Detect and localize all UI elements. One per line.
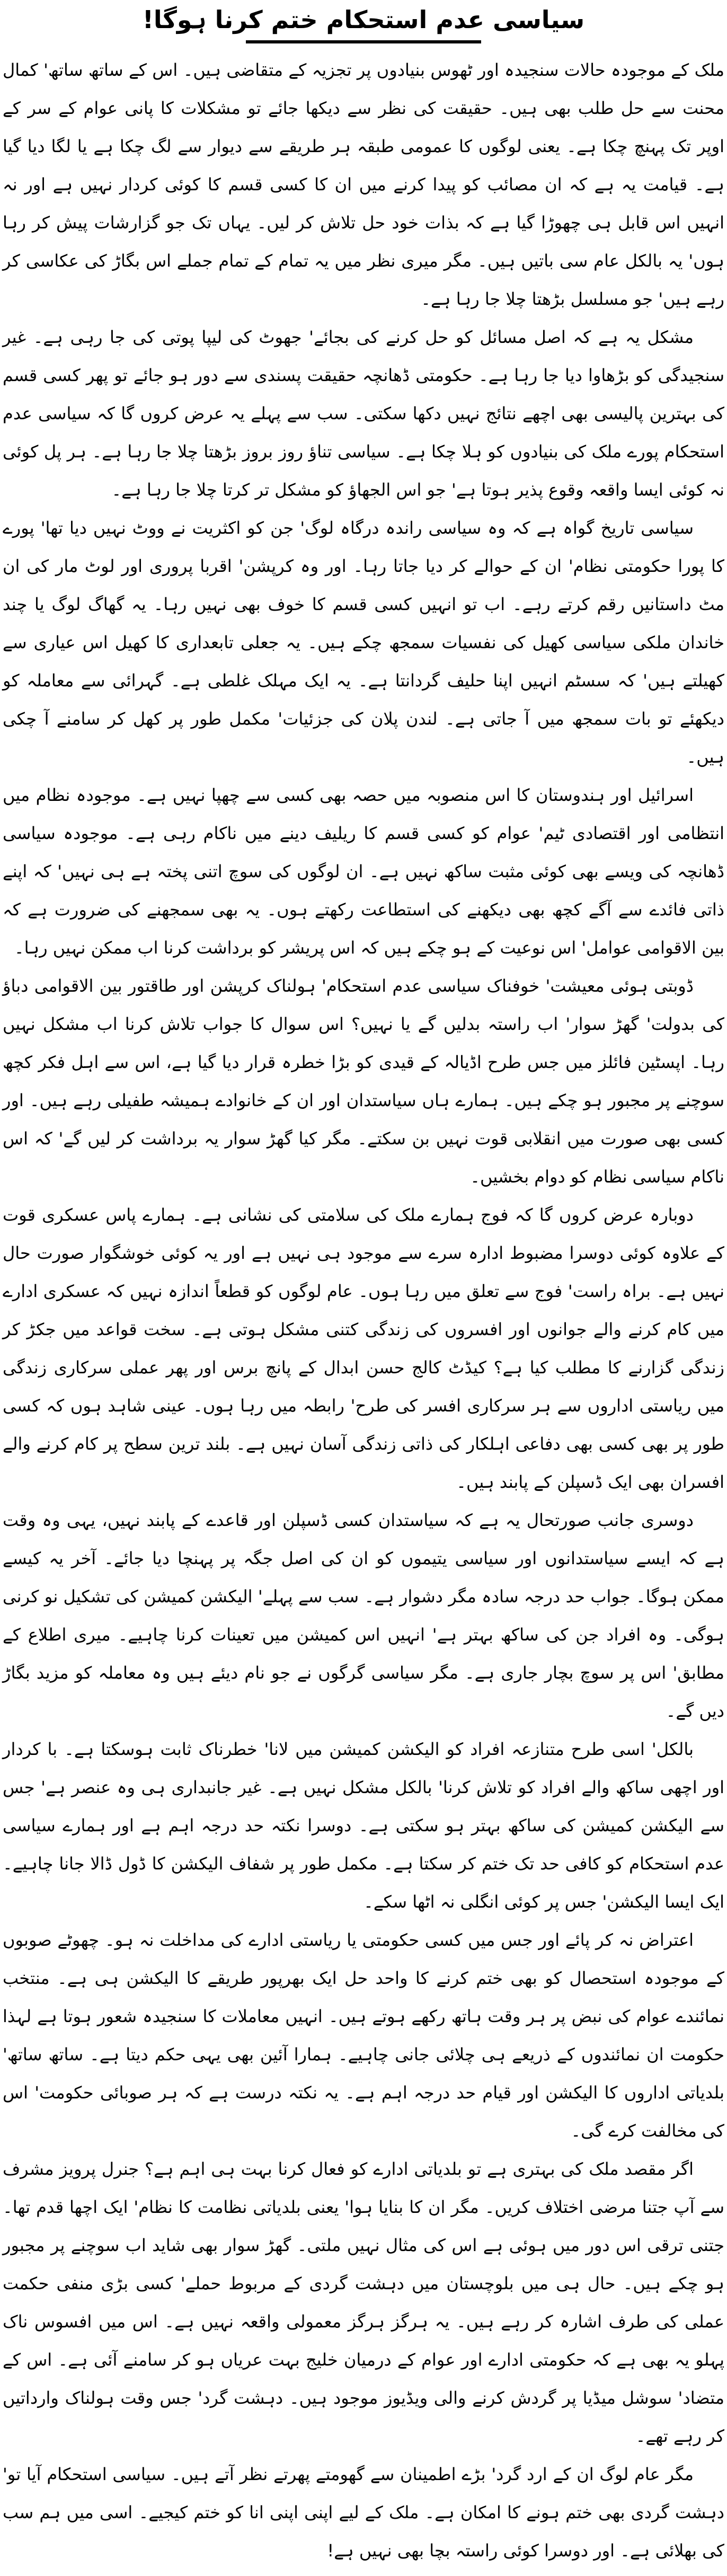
article-title: سیاسی عدم استحکام ختم کرنا ہوگا! xyxy=(142,5,585,34)
paragraph: اسرائیل اور ہندوستان کا اس منصوبہ میں حصہ بھی کسی سے چھپا نہیں ہے۔ موجودہ نظام میں انتظامی اور اقتصادی ٹیم' عوام کو کسی قسم کا ریلیف دینے میں ناکام رہی ہے۔ موجودہ سیاسی ڈھانچہ کی ویسے بھی کوئی مثبت ساکھ نہیں ہے۔ ان لوگوں کی سوچ اتنی پختہ ہے ہی نہیں' کہ اپنے ذاتی فائدے سے آگے کچھ بھی دیکھنے کی استطاعت رکھتے ہوں۔ یہ بھی سمجھنے کی ضرورت ہے کہ بین الاقوامی عوامل' اس نوعیت کے ہو چکے ہیں کہ اس پریشر کو برداشت کرنا اب ممکن نہیں رہا۔ xyxy=(3,785,724,958)
title-underline xyxy=(246,40,481,43)
article-header xyxy=(3,3,724,43)
paragraph: اگر مقصد ملک کی بہتری ہے تو بلدیاتی ادارے کو فعال کرنا بہت ہی اہم ہے؟ جنرل پرویز مشرف سے آپ جتنا مرضی اختلاف کریں۔ مگر ان کا بنایا ہوا' یعنی بلدیاتی نظامت کا نظام' ایک اچھا قدم تھا۔ جتنی ترقی اس دور میں ہوئی ہے اس کی مثال نہیں ملتی۔ گھڑ سوار بھی شاید اب سوچنے پر مجبور ہو چکے ہیں۔ حال ہی میں بلوچستان میں دہشت گردی کے مربوط حملے' کسی بڑی منفی حکمت عملی کی طرف اشارہ کر رہے ہیں۔ یہ ہرگز ہرگز معمولی واقعہ نہیں ہے۔ اس میں افسوس ناک پہلو یہ بھی ہے کہ حکومتی ادارے اور عوام کے درمیان خلیج بہت عریاں ہو کر سامنے آئی ہے۔ اس کے متضاد' سوشل میڈیا پر گردش کرنے والی ویڈیوز موجود ہیں۔ دہشت گرد' جس وقت ہولناک وارداتیں کر رہے تھے۔ xyxy=(3,2159,724,2446)
paragraph: دوسری جانب صورتحال یہ ہے کہ سیاستدان کسی ڈسپلن اور قاعدے کے پابند نہیں، یہی وہ وقت ہے کہ ایسے سیاستدانوں اور سیاسی یتیموں کو ان کی اصل جگہ پر پہنچا دیا جائے۔ آخر یہ کیسے ممکن ہوگا۔ جواب حد درجہ سادہ مگر دشوار ہے۔ سب سے پہلے' الیکشن کمیشن کی تشکیل نو کرنی ہوگی۔ وہ افراد جن کی ساکھ بہتر ہے' انہیں اس کمیشن میں تعینات کرنا چاہیے۔ میری اطلاع کے مطابق' اس پر سوچ بچار جاری ہے۔ مگر سیاسی گرگوں نے جو نام دیئے ہیں وہ معاملہ کو مزید بگاڑ دیں گے۔ xyxy=(3,1510,724,1721)
article-body xyxy=(3,51,724,2570)
paragraph: بالکل' اسی طرح متنازعہ افراد کو الیکشن کمیشن میں لانا' خطرناک ثابت ہوسکتا ہے۔ با کردار اور اچھی ساکھ والے افراد کو تلاش کرنا' بالکل مشکل نہیں ہے۔ غیر جانبداری ہی وہ عنصر ہے' جس سے الیکشن کمیشن کی ساکھ بہتر ہو سکتی ہے۔ دوسرا نکتہ حد درجہ اہم ہے اور ہمارے سیاسی عدم استحکام کو کافی حد تک ختم کر سکتا ہے۔ مکمل طور پر شفاف الیکشن کا ڈول ڈالا جانا چاہیے۔ ایک ایسا الیکشن' جس پر کوئی انگلی نہ اٹھا سکے۔ xyxy=(3,1739,724,1912)
paragraph: اعتراض نہ کر پائے اور جس میں کسی حکومتی یا ریاستی ادارے کی مداخلت نہ ہو۔ چھوٹے صوبوں کے موجودہ استحصال کو بھی ختم کرنے کا واحد حل ایک بھرپور طریقے کا الیکشن ہی ہے۔ منتخب نمائندے عوام کی نبض پر ہر وقت ہاتھ رکھے ہوتے ہیں۔ انہیں معاملات کا سنجیدہ شعور ہوتا ہے لہذا حکومت ان نمائندوں کے ذریعے ہی چلائی جانی چاہیے۔ ہمارا آئین بھی یہی حکم دیتا ہے۔ ساتھ ساتھ' بلدیاتی اداروں کا الیکشن اور قیام حد درجہ اہم ہے۔ یہ نکتہ درست ہے کہ ہر صوبائی حکومت' اس کی مخالفت کرے گی۔ xyxy=(3,1930,724,2141)
paragraph: مگر عام لوگ ان کے ارد گرد' بڑے اطمینان سے گھومتے پھرتے نظر آتے ہیں۔ سیاسی استحکام آیا تو' دہشت گردی بھی ختم ہونے کا امکان ہے۔ ملک کے لیے اپنی اپنی انا کو ختم کیجیے۔ اسی میں ہم سب کی بھلائی ہے۔ اور دوسرا کوئی راستہ بچا بھی نہیں ہے! xyxy=(3,2464,724,2561)
paragraph: ڈوبتی ہوئی معیشت' خوفناک سیاسی عدم استحکام' ہولناک کرپشن اور طاقتور بین الاقوامی دباؤ کی بدولت' گھڑ سوار' اب راستہ بدلیں گے یا نہیں؟ اس سوال کا جواب تلاش کرنا اب مشکل نہیں رہا۔ اپسٹین فائلز میں جس طرح اڈیالہ کے قیدی کو بڑا خطرہ قرار دیا گیا ہے، اس سے اہل فکر کچھ سوچنے پر مجبور ہو چکے ہیں۔ ہمارے ہاں سیاستدان اور ان کے خانوادے ہمیشہ طفیلی رہے ہیں۔ اور کسی بھی صورت میں انقلابی قوت نہیں بن سکتے۔ مگر کیا گھڑ سوار یہ برداشت کر لیں گے' کہ اس ناکام سیاسی نظام کو دوام بخشیں۔ xyxy=(3,976,724,1187)
paragraph: ملک کے موجودہ حالات سنجیدہ اور ٹھوس بنیادوں پر تجزیہ کے متقاضی ہیں۔ اس کے ساتھ ساتھ' کمال محنت سے حل طلب بھی ہیں۔ حقیقت کی نظر سے دیکھا جائے تو مشکلات کا پانی عوام کے سر کے اوپر تک پہنچ چکا ہے۔ یعنی لوگوں کا عمومی طبقہ ہر طریقے سے دیوار سے لگ چکا ہے یا لگا دیا گیا ہے۔ قیامت یہ ہے کہ ان مصائب کو پیدا کرنے میں ان کا کسی قسم کا کوئی کردار نہیں ہے اور نہ انہیں اس قابل ہی چھوڑا گیا ہے کہ بذات خود حل تلاش کر لیں۔ یہاں تک جو گزارشات پیش کر رہا ہوں' یہ بالکل عام سی باتیں ہیں۔ مگر میری نظر میں یہ تمام کے تمام جملے اس بگاڑ کی عکاسی کر رہے ہیں' جو مسلسل بڑھتا چلا جا رہا ہے۔ xyxy=(3,60,724,309)
paragraph: مشکل یہ ہے کہ اصل مسائل کو حل کرنے کی بجائے' جھوٹ کی لیپا پوتی کی جا رہی ہے۔ غیر سنجیدگی کو بڑھاوا دیا جا رہا ہے۔ حکومتی ڈھانچہ حقیقت پسندی سے دور ہو جائے تو پھر کسی قسم کی بہترین پالیسی بھی اچھے نتائج نہیں دکھا سکتی۔ سب سے پہلے یہ عرض کروں گا کہ سیاسی عدم استحکام پورے ملک کی بنیادوں کو ہلا چکا ہے۔ سیاسی تناؤ روز بروز بڑھتا چلا جا رہا ہے۔ ہر پل کوئی نہ کوئی ایسا واقعہ وقوع پذیر ہوتا ہے' جو اس الجھاؤ کو مشکل تر کرتا چلا جا رہا ہے۔ xyxy=(3,327,724,500)
paragraph: سیاسی تاریخ گواہ ہے کہ وہ سیاسی راندہ درگاہ لوگ' جن کو اکثریت نے ووٹ نہیں دیا تھا' پورے کا پورا حکومتی نظام' ان کے حوالے کر دیا جاتا رہا۔ اور وہ کرپشن' اقربا پروری اور لوٹ مار کی ان مٹ داستانیں رقم کرتے رہے۔ اب تو انہیں کسی قسم کا خوف بھی نہیں رہا۔ یہ گھاگ لوگ یا چند خاندان ملکی سیاسی کھیل کی نفسیات سمجھ چکے ہیں۔ یہ جعلی تابعداری کا کھیل اس عیاری سے کھیلتے ہیں' کہ سسٹم انہیں اپنا حلیف گردانتا ہے۔ یہ ایک مہلک غلطی ہے۔ گہرائی سے معاملہ کو دیکھئے تو بات سمجھ میں آ جاتی ہے۔ لندن پلان کی جزئیات' مکمل طور پر کھل کر سامنے آ چکی ہیں۔ xyxy=(3,518,724,767)
paragraph: دوبارہ عرض کروں گا کہ فوج ہمارے ملک کی سلامتی کی نشانی ہے۔ ہمارے پاس عسکری قوت کے علاوہ کوئی دوسرا مضبوط ادارہ سرے سے موجود ہی نہیں ہے اور یہ کوئی خوشگوار صورت حال نہیں ہے۔ براہ راست' فوج سے تعلق میں رہا ہوں۔ عام لوگوں کو قطعاً اندازہ نہیں کہ عسکری ادارے میں کام کرنے والے جوانوں اور افسروں کی زندگی کتنی مشکل ہوتی ہے۔ سخت قواعد میں جکڑ کر زندگی گزارنے کا مطلب کیا ہے؟ کیڈٹ کالج حسن ابدال کے پانچ برس اور پھر عملی سرکاری زندگی میں ریاستی اداروں سے ہر سرکاری افسر کی طرح' رابطہ میں رہا ہوں۔ عینی شاہد ہوں کہ کسی طور پر بھی کسی بھی دفاعی اہلکار کی ذاتی زندگی آسان نہیں ہے۔ بلند ترین سطح پر کام کرنے والے افسران بھی ایک ڈسپلن کے پابند ہیں۔ xyxy=(3,1205,724,1492)
